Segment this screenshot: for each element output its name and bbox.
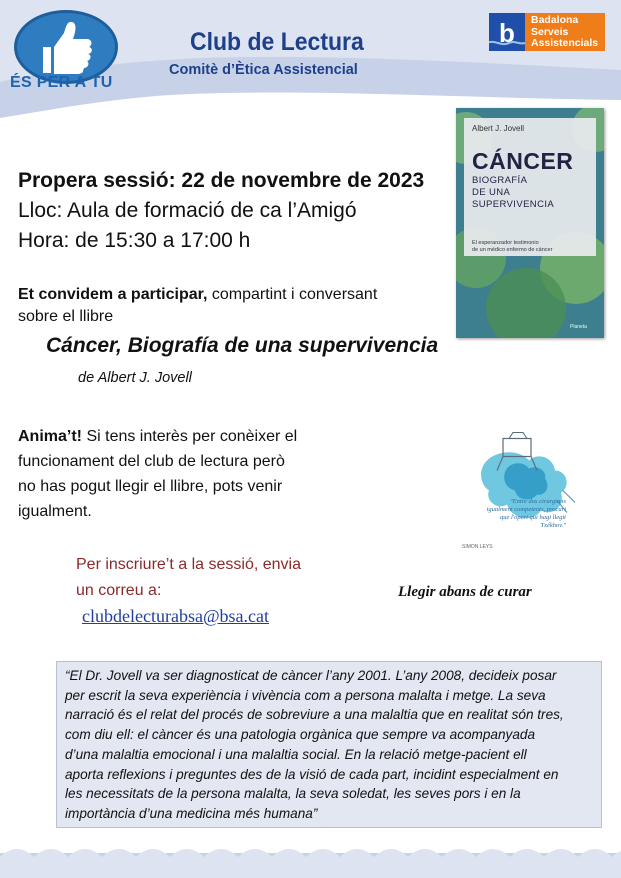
badge-text: ÉS PER A TU	[10, 74, 113, 91]
cover-blurb-2: de un médico enfermo de cáncer	[472, 247, 553, 253]
second-book-source: SIMON LEYS	[462, 544, 493, 550]
second-book-title: Llegir abans de curar	[398, 584, 532, 600]
book-cover	[456, 108, 604, 338]
cover-sub-2: DE UNA	[472, 187, 511, 198]
cover-title: CÁNCER	[472, 148, 574, 174]
watercolor-illustration	[467, 408, 583, 553]
cover-sub-3: SUPERVIVENCIA	[472, 199, 555, 210]
page-subtitle: Comitè d’Ètica Assistencial	[169, 62, 358, 78]
quote-line: les necessitats de la persona malalta, la seva soledat, les seves pors i en la	[65, 786, 521, 802]
brand-line-1: Badalona	[531, 14, 579, 26]
quote-line: d’una malaltia emocional i una malaltia social. En la relació metge-pacient ell	[65, 746, 527, 762]
cover-author: Albert J. Jovell	[472, 124, 525, 133]
cover-publisher: Planeta	[570, 324, 587, 330]
cover-blurb	[472, 240, 552, 254]
book-title: Cáncer, Biografía de una supervivencia	[46, 334, 439, 357]
register-line-2: un correu a:	[76, 582, 162, 599]
quote-line: narració és el relat del procés de sobreviure a una malaltia que en realitat són tres,	[65, 707, 564, 723]
encourage-line-1	[18, 428, 297, 446]
bottom-waves	[0, 835, 621, 878]
brand-name	[531, 15, 598, 50]
page-title: Club de Lectura	[190, 28, 364, 56]
quote-line: “El Dr. Jovell va ser diagnosticat de càncer l’any 2001. L’any 2008, decideix posar	[65, 668, 557, 683]
invite-rest: compartint i conversant	[207, 286, 378, 303]
brand-line-2: Serveis	[531, 25, 569, 38]
quote-line: com diu ell: el càncer és una patologia orgànica que sempre va acompanyada	[65, 727, 536, 743]
invite-line-1	[18, 286, 377, 304]
session-hour: Hora: de 15:30 a 17:00 h	[18, 229, 251, 252]
quote-lines	[65, 666, 564, 824]
brand-line-3: Assistencials	[531, 37, 599, 49]
second-book-quote	[460, 498, 566, 530]
second-quote-3: que l'operi qui hagi llegit	[499, 514, 566, 521]
invite-line-2: sobre el llibre	[18, 308, 114, 325]
encourage-bold: Anima’t!	[18, 428, 82, 445]
book-author: de Albert J. Jovell	[78, 370, 192, 386]
email-link[interactable]: clubdelecturabsa@bsa.cat	[82, 606, 269, 626]
encourage-rest: Si tens interès per conèixer el	[82, 428, 298, 445]
second-quote-4: Txékhov."	[540, 522, 566, 529]
encourage-line-2: funcionament del club de lectura però	[18, 453, 285, 470]
thumbs-up-icon	[17, 13, 115, 81]
second-quote-1: "Entre dos cirurgians	[509, 498, 566, 505]
cover-sub-1: BIOGRAFÍA	[472, 175, 528, 186]
invite-bold: Et convidem a participar,	[18, 286, 208, 303]
cover-blurb-1: El esperanzador testimonio	[472, 240, 539, 246]
quote-box	[56, 661, 602, 828]
encourage-line-3: no has pogut llegir el llibre, pots venir	[18, 478, 283, 495]
quote-line: per escrit la seva experiència i vivència com a persona malalta i metge. La seva	[65, 687, 546, 703]
encourage-line-4: igualment.	[18, 503, 92, 520]
svg-text:b: b	[499, 18, 515, 48]
quote-line: aporta reflexions i preguntes des de la visió de cada part, incidint especialment en	[65, 766, 559, 782]
register-line-1: Per inscriure’t a la sessió, envia	[76, 556, 301, 573]
quote-line: importància d’una medicina més humana”	[65, 805, 318, 821]
session-date: Propera sessió: 22 de novembre de 2023	[18, 169, 425, 192]
second-quote-2: igualment competents, procuri	[486, 506, 566, 513]
thumbs-up-logo	[14, 10, 118, 84]
session-place: Lloc: Aula de formació de ca l’Amigó	[18, 199, 357, 222]
cover-subtitle	[472, 175, 554, 211]
